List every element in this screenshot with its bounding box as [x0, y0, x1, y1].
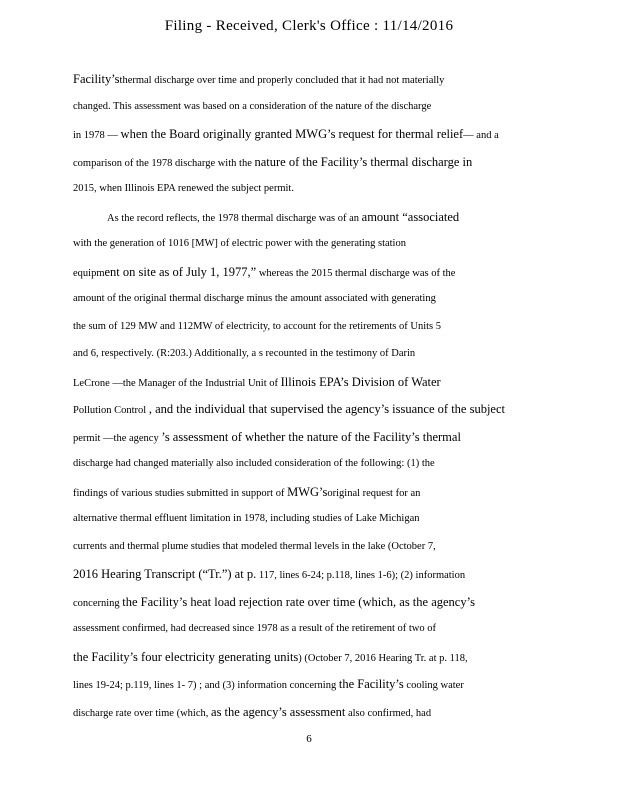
text-line: amount of the original thermal discharge minus the amount associated with generating — [73, 293, 436, 304]
text-line: with the generation of 1016 [MW] of electric power with the generating station — [73, 238, 406, 249]
text-line: currents and thermal plume studies that modeled thermal levels in the lake (October 7, — [73, 541, 436, 552]
text-line: lines 19-24; p.119, lines 1- 7) ; and (3) information concerning the Facility’s cooling water — [73, 677, 464, 691]
text-line: discharge rate over time (which, as the agency’s assessment also confirmed, had — [73, 705, 432, 719]
text-line: alternative thermal effluent limitation in 1978, including studies of Lake Michigan — [73, 513, 420, 524]
text-line: As the record reflects, the 1978 thermal discharge was of an amount “associated — [107, 210, 460, 224]
text-line: findings of various studies submitted in support of MWG’soriginal request for an — [73, 485, 421, 499]
text-line: 2016 Hearing Transcript (“Tr.”) at p. 117, lines 6-24; p.118, lines 1-6); (2) information — [73, 567, 466, 581]
text-line: LeCrone —the Manager of the Industrial Unit of Illinois EPA’s Division of Water — [73, 375, 441, 389]
text-line: in 1978 — when the Board originally granted MWG’s request for thermal relief— and a — [73, 127, 499, 141]
text-line: changed. This assessment was based on a consideration of the nature of the discharge — [73, 101, 432, 112]
text-line: comparison of the 1978 discharge with the nature of the Facility’s thermal discharge in — [73, 155, 473, 169]
text-line: assessment confirmed, had decreased since 1978 as a result of the retirement of two of — [73, 623, 436, 634]
text-line: the Facility’s four electricity generating units) (October 7, 2016 Hearing Tr. at p. 118, — [73, 650, 468, 664]
text-line: the sum of 129 MW and 112MW of electricity, to account for the retirements of Units 5 — [73, 321, 441, 332]
filing-stamp-header: Filing - Received, Clerk's Office : 11/14/2016 — [164, 18, 454, 34]
text-line: Facility’sthermal discharge over time and properly concluded that it had not materially — [73, 72, 445, 86]
text-line: and 6, respectively. (R:203.) Additionally, a s recounted in the testimony of Darin — [73, 348, 416, 359]
text-line: concerning the Facility’s heat load rejection rate over time (which, as the agency’s — [73, 595, 475, 609]
text-line: permit —the agency ’s assessment of whether the nature of the Facility’s thermal — [73, 430, 461, 444]
text-line: discharge had changed materially also included consideration of the following: (1) the — [73, 458, 435, 469]
page-number: 6 — [306, 733, 312, 745]
text-line: equipment on site as of July 1, 1977,” whereas the 2015 thermal discharge was of the — [73, 265, 456, 279]
text-line: 2015, when Illinois EPA renewed the subject permit. — [73, 183, 294, 194]
text-line: Pollution Control , and the individual that supervised the agency’s issuance of the subject — [73, 402, 505, 416]
